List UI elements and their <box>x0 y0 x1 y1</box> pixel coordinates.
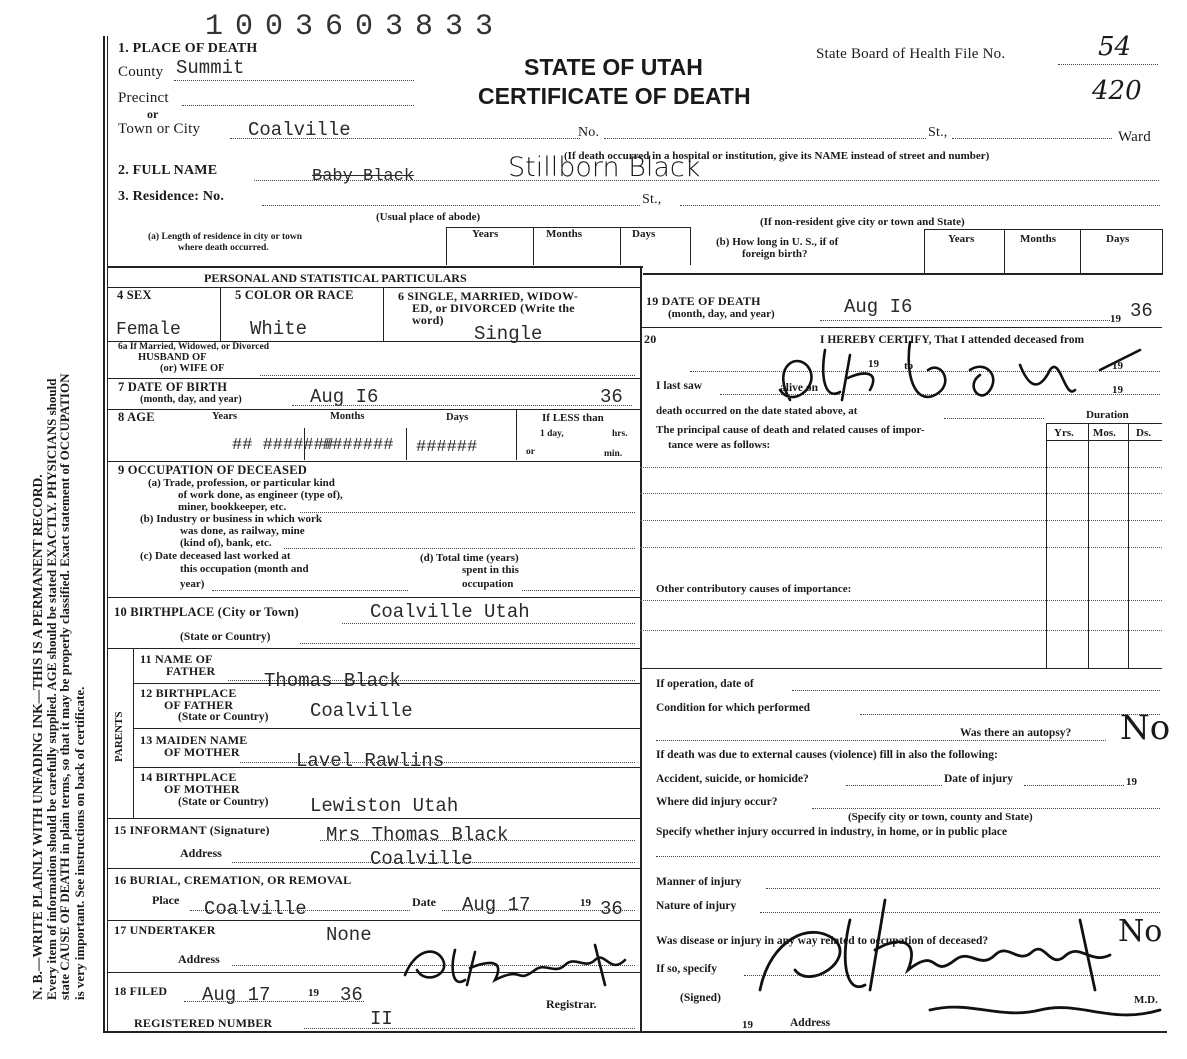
side-note-2: Every item of information should be carefully supplied. AGE should be stated EXACTLY. PHYSICIANS should <box>44 378 59 1000</box>
mother-bp-state: (State or Country) <box>178 796 269 808</box>
sex-value: Female <box>116 320 181 340</box>
occ-a3: miner, bookkeeper, etc. <box>178 501 287 513</box>
mother-bp-value: Lewiston Utah <box>310 795 459 817</box>
marital-value: Single <box>474 323 543 345</box>
registered-value: II <box>370 1008 393 1030</box>
residence-label: 3. Residence: No. <box>118 189 225 204</box>
manner-label: Manner of injury <box>656 876 742 888</box>
informant-value: Mrs Thomas Black <box>326 824 509 846</box>
res-years-label: Years <box>472 228 499 240</box>
certify-num: 20 <box>644 332 657 346</box>
autopsy-label: Was there an autopsy? <box>960 727 1072 739</box>
occupation-label: 9 OCCUPATION OF DECEASED <box>118 463 307 477</box>
res-months-label: Months <box>546 228 583 240</box>
us-months-label: Months <box>1020 233 1057 245</box>
father-value: Thomas Black <box>264 670 401 692</box>
precinct-label: Precinct <box>118 90 169 106</box>
res-days-label: Days <box>632 228 656 240</box>
informant-address: Coalville <box>370 848 473 870</box>
age-or-label: or <box>526 447 535 457</box>
marital-label-2: ED, or DIVORCED (Write the <box>412 301 575 315</box>
undertaker-label: 17 UNDERTAKER <box>114 923 216 937</box>
town-label: Town or City <box>118 121 201 137</box>
age-years-label: Years <box>212 411 238 422</box>
condition-label: Condition for which performed <box>656 702 811 714</box>
injury-19: 19 <box>1126 776 1137 788</box>
birthplace-state-label: (State or Country) <box>180 631 271 643</box>
dob-value: Aug I6 <box>310 386 379 408</box>
last-saw-label: I last saw <box>656 380 703 392</box>
mother-label: 13 MAIDEN NAME <box>140 733 248 747</box>
how-long-label-2: foreign birth? <box>742 248 808 260</box>
occ-b3: (kind of), bank, etc. <box>180 537 272 549</box>
signed-19: 19 <box>742 1019 753 1031</box>
if-so-label: If so, specify <box>656 963 718 975</box>
alive-on-label: alive on <box>780 382 819 394</box>
mother-value: Lavel Rawlins <box>296 750 445 772</box>
residence-street-label: St., <box>642 192 662 207</box>
where-injury-label: Where did injury occur? <box>656 796 778 808</box>
signed-address-label: Address <box>790 1017 831 1029</box>
hospital-note: (If death occurred in a hospital or institution, give its NAME instead of street and number) <box>564 150 990 162</box>
full-name-value: Stillborn Black <box>508 152 701 183</box>
occ-a2: of work done, as engineer (type of), <box>178 489 343 501</box>
occ-d3: occupation <box>462 578 514 590</box>
burial-19: 19 <box>580 897 591 909</box>
age-months-x: ####### <box>322 436 394 455</box>
burial-date-label: Date <box>412 895 436 909</box>
occupation-related-value: No <box>1118 914 1163 949</box>
other-causes-label: Other contributory causes of importance: <box>656 583 852 595</box>
color-label: 5 COLOR OR RACE <box>235 288 354 302</box>
us-days-label: Days <box>1106 233 1130 245</box>
external-causes-label: If death was due to external causes (violence) fill in also the following: <box>656 749 998 761</box>
father-bp-value: Coalville <box>310 700 413 722</box>
filed-19: 19 <box>308 987 319 999</box>
dob-label: 7 DATE OF BIRTH <box>118 380 228 394</box>
filed-year: 36 <box>340 984 363 1006</box>
informant-address-label: Address <box>180 846 222 860</box>
us-years-label: Years <box>948 233 975 245</box>
occ-d: (d) Total time (years) <box>420 552 519 564</box>
town-value: Coalville <box>248 119 351 141</box>
place-heading: 1. PLACE OF DEATH <box>118 41 258 56</box>
or-label: or <box>147 107 159 121</box>
husband-label-2: HUSBAND OF <box>138 352 207 363</box>
personal-heading: PERSONAL AND STATISTICAL PARTICULARS <box>204 271 467 285</box>
father-bp-label-2: OF FATHER <box>164 698 234 712</box>
ward-label: Ward <box>1118 129 1151 145</box>
file-number-2: 420 <box>1092 76 1142 106</box>
dod-value: Aug I6 <box>844 296 913 318</box>
dob-sub: (month, day, and year) <box>140 394 242 405</box>
registrar-label: Registrar. <box>546 997 597 1011</box>
certify-to: to <box>904 360 914 372</box>
dod-year: 36 <box>1130 300 1153 322</box>
no-label: No. <box>578 125 600 140</box>
occ-c: (c) Date deceased last worked at <box>140 550 291 562</box>
birthplace-label: 10 BIRTHPLACE (City or Town) <box>114 605 299 619</box>
length-residence-label-2: where death occurred. <box>178 243 269 253</box>
filed-value: Aug 17 <box>202 984 271 1006</box>
father-bp-label: 12 BIRTHPLACE <box>140 686 237 700</box>
marital-label-3: word) <box>412 313 444 327</box>
color-value: White <box>250 318 308 340</box>
accident-label: Accident, suicide, or homicide? <box>656 773 809 785</box>
how-long-label: (b) How long in U. S., if of <box>716 236 839 248</box>
industry-label: Specify whether injury occurred in industry, in home, or in public place <box>656 826 1008 838</box>
death-occurred-label: death occurred on the date stated above, at <box>656 405 858 417</box>
operation-label: If operation, date of <box>656 678 754 690</box>
duration-label: Duration <box>1086 409 1129 421</box>
age-years-x: ## ####### <box>232 436 335 455</box>
serial-number: 1003603833 <box>205 10 506 44</box>
sex-label: 4 SEX <box>117 288 152 302</box>
burial-place: Coalville <box>204 898 307 920</box>
certify-19a: 19 <box>868 358 879 370</box>
birthplace-value: Coalville Utah <box>370 601 530 623</box>
length-residence-label: (a) Length of residence in city or town <box>148 232 303 242</box>
county-label: County <box>118 64 164 80</box>
occ-c3: year) <box>180 578 205 590</box>
age-days-label: Days <box>446 412 469 423</box>
certify-text: I HEREBY CERTIFY, That I attended deceased from <box>820 334 1085 346</box>
ds-label: Ds. <box>1136 427 1151 439</box>
dob-year: 36 <box>600 386 623 408</box>
md-label: M.D. <box>1134 994 1158 1006</box>
informant-label: 15 INFORMANT (Signature) <box>114 823 270 837</box>
age-day-label: 1 day, <box>540 429 564 439</box>
registrar-signature <box>395 930 655 1000</box>
age-hrs-label: hrs. <box>612 429 628 439</box>
file-number: 54 <box>1098 32 1132 62</box>
side-note-4: is very important. See instructions on back of certificate. <box>72 686 87 1000</box>
age-months-label: Months <box>330 411 365 422</box>
principal-cause-label: The principal cause of death and related causes of impor- <box>656 424 925 436</box>
state-title: STATE OF UTAH <box>524 54 703 80</box>
registered-label: REGISTERED NUMBER <box>134 1016 273 1030</box>
certify-19b: 19 <box>1112 360 1123 372</box>
signed-label: (Signed) <box>680 992 721 1004</box>
mother-bp-label: 14 BIRTHPLACE <box>140 770 237 784</box>
nonresident-note: (If non-resident give city or town and State) <box>760 216 965 228</box>
principal-cause-label-2: tance were as follows: <box>668 439 771 451</box>
parents-side-label: PARENTS <box>113 711 125 762</box>
mother-label-2: OF MOTHER <box>164 745 240 759</box>
undertaker-address-label: Address <box>178 952 220 966</box>
father-bp-state: (State or Country) <box>178 711 269 723</box>
dod-sub: (month, day, and year) <box>668 308 775 320</box>
nature-label: Nature of injury <box>656 900 737 912</box>
age-days-x: ###### <box>416 438 478 457</box>
side-note-1: N. B.—WRITE PLAINLY WITH UNFADING INK—THIS IS A PERMANENT RECORD. <box>30 474 45 1000</box>
age-min-label: min. <box>604 449 623 459</box>
father-label: 11 NAME OF <box>140 652 213 666</box>
occ-b: (b) Industry or business in which work <box>140 513 322 525</box>
age-label: 8 AGE <box>118 410 155 424</box>
mother-bp-label-2: OF MOTHER <box>164 782 240 796</box>
alive-19: 19 <box>1112 384 1123 396</box>
yrs-label: Yrs. <box>1054 427 1074 439</box>
mos-label: Mos. <box>1093 427 1116 439</box>
filed-label: 18 FILED <box>114 984 168 998</box>
occ-b2: was done, as railway, mine <box>180 525 305 537</box>
marital-label: 6 SINGLE, MARRIED, WIDOW- <box>398 289 579 303</box>
burial-place-label: Place <box>152 893 180 907</box>
side-note-3: state CAUSE OF DEATH in plain terms, so that it may be properly classified. Exact statement of OCCUPATION <box>57 373 72 1000</box>
usual-abode-note: (Usual place of abode) <box>376 211 481 223</box>
specify-place-label: (Specify city or town, county and State) <box>848 811 1033 823</box>
street-label: St., <box>928 125 948 140</box>
occ-d2: spent in this <box>462 564 519 576</box>
occ-c2: this occupation (month and <box>180 563 309 575</box>
occupation-related-label: Was disease or injury in any way related to occupation of deceased? <box>656 935 989 947</box>
father-label-2: FATHER <box>166 664 216 678</box>
full-name-label: 2. FULL NAME <box>118 163 218 178</box>
age-less-label: If LESS than <box>542 412 604 424</box>
certifier-signature <box>730 330 1170 430</box>
full-name-struck: Baby Black <box>312 167 415 186</box>
undertaker-value: None <box>326 924 372 946</box>
file-number-label: State Board of Health File No. <box>816 46 1006 62</box>
autopsy-value: No <box>1120 708 1171 748</box>
burial-label: 16 BURIAL, CREMATION, OR REMOVAL <box>114 873 352 887</box>
burial-year: 36 <box>600 898 623 920</box>
husband-label-3: (or) WIFE OF <box>160 363 225 374</box>
occ-a: (a) Trade, profession, or particular kind <box>148 477 335 489</box>
husband-label: 6a If Married, Widowed, or Divorced <box>118 342 270 352</box>
dod-label: 19 DATE OF DEATH <box>646 294 761 308</box>
burial-date: Aug 17 <box>462 894 531 916</box>
certificate-title: CERTIFICATE OF DEATH <box>478 83 751 109</box>
physician-signature <box>740 860 1180 1050</box>
dod-19: 19 <box>1110 313 1121 325</box>
county-value: Summit <box>176 57 245 79</box>
date-injury-label: Date of injury <box>944 773 1013 785</box>
